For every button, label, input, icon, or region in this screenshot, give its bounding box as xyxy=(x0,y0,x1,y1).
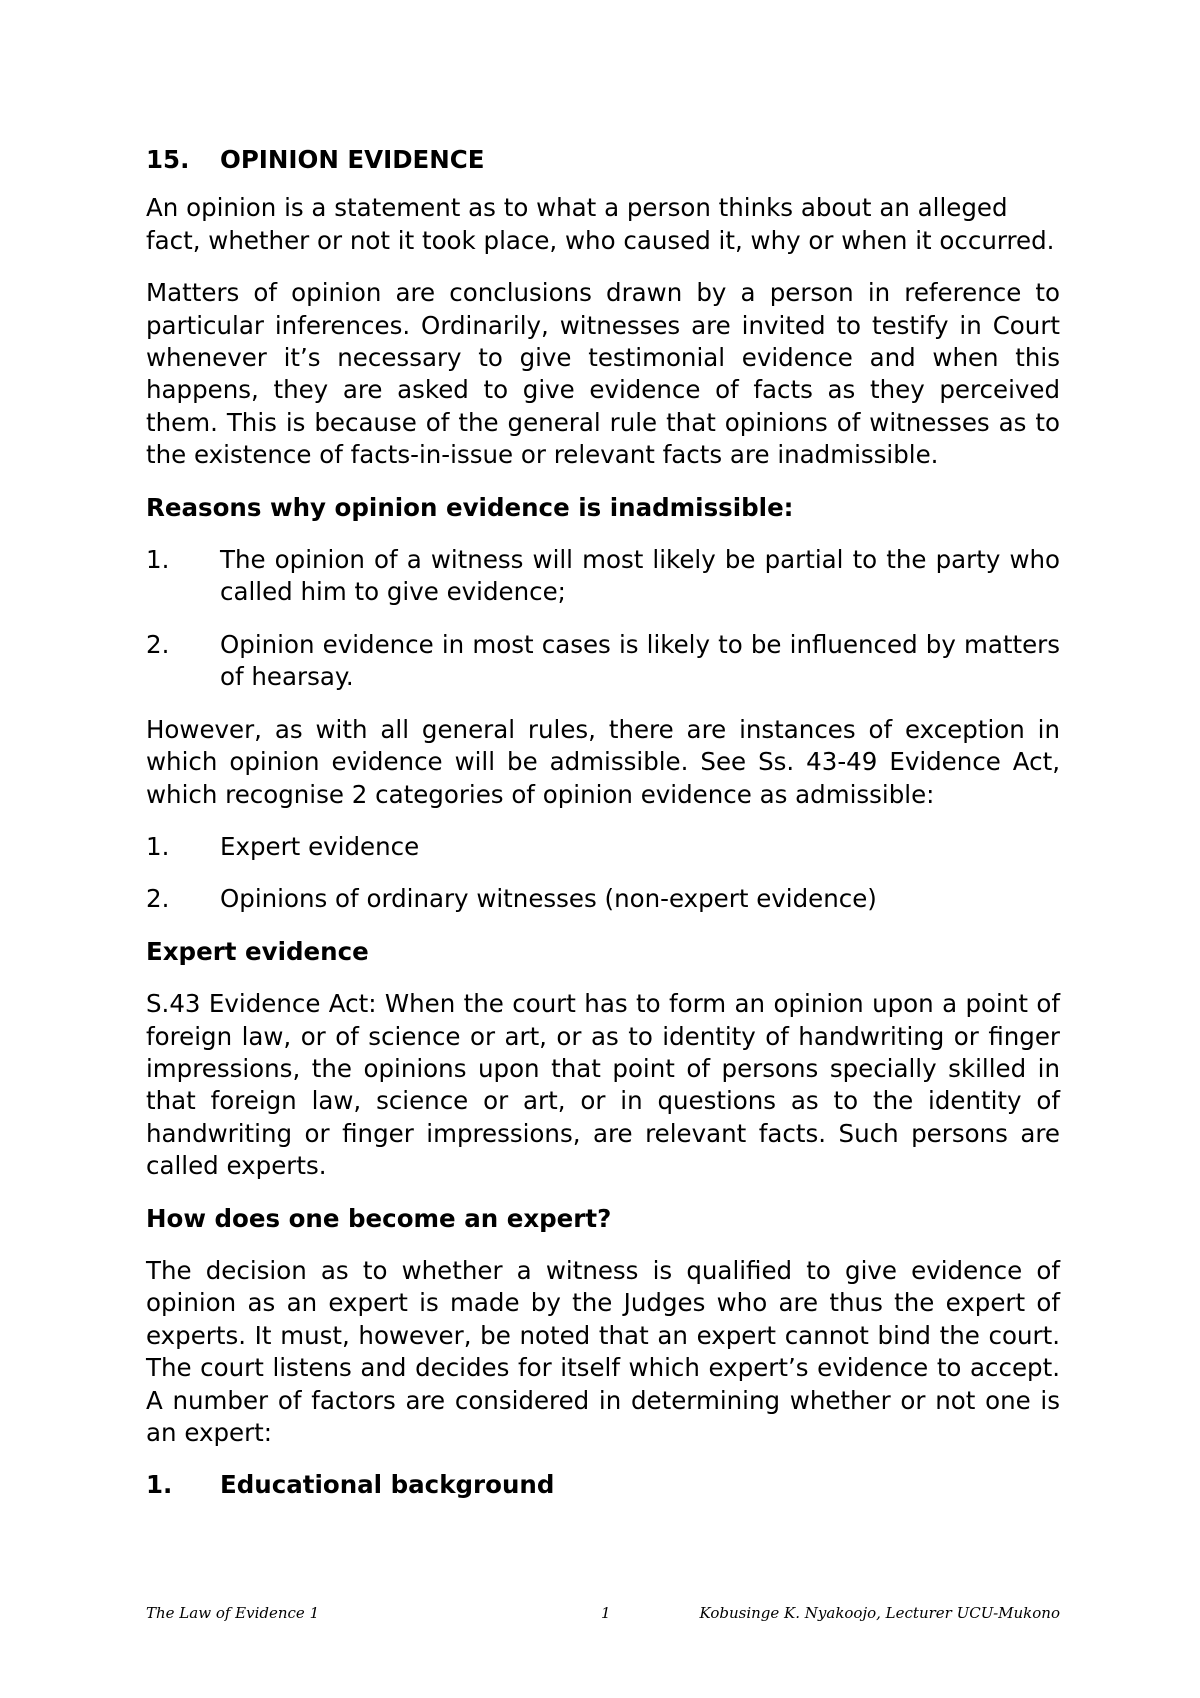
list-item-number: 1. xyxy=(146,831,170,861)
list-item-number: 1. xyxy=(146,1470,173,1500)
subheading-expert-evidence: Expert evidence xyxy=(146,936,369,966)
paragraph-decision: The decision as to whether a witness is qualified to give evidence of opinion as an expert is made by the Judges who are thus the expert of experts. It must, however, be noted that an expert cannot bind the court. The court listens and decides for itself which expert’s evidence to accept. A number of factors are considered in determining whether or not one is an expert: xyxy=(146,1255,1060,1447)
list-item-text: Expert evidence xyxy=(220,831,420,861)
section-title: OPINION EVIDENCE xyxy=(220,145,485,174)
paragraph-s43: S.43 Evidence Act: When the court has to form an opinion upon a point of foreign law, or of science or art, or as to identity of handwriting or finger impressions, the opinions upon that point of persons specially skilled in that foreign law, science or art, or in questions as to the identity of handwriting or finger impressions, are relevant facts. Such persons are called experts. xyxy=(146,989,1060,1181)
document-body xyxy=(146,144,1060,1522)
list-item-number: 2. xyxy=(146,884,170,914)
list-item xyxy=(146,831,1060,863)
footer-course-title: The Law of Evidence 1 xyxy=(146,1604,320,1622)
paragraph-definition: An opinion is a statement as to what a person thinks about an alleged fact, whether or not it took place, who caused it, why or when it occurred. xyxy=(146,193,1055,255)
section-heading xyxy=(146,144,1060,176)
paragraph-matters-of-opinion: Matters of opinion are conclusions drawn by a person in reference to particular inferences. Ordinarily, witnesses are invited to testify in Court whenever it’s necessary to give testimonial evidence and when this happens, they are asked to give evidence of facts as they perceived them. This is because of the general rule that opinions of witnesses as to the existence of facts-in-issue or relevant facts are inadmissible. xyxy=(146,278,1060,470)
footer-page-number: 1 xyxy=(601,1604,611,1622)
subheading-reasons: Reasons why opinion evidence is inadmissible: xyxy=(146,492,794,522)
list-item-text: Opinions of ordinary witnesses (non-expert evidence) xyxy=(220,884,877,914)
list-item xyxy=(146,629,1060,694)
paragraph-exceptions: However, as with all general rules, there are instances of exception in which opinion evidence will be admissible. See Ss. 43-49 Evidence Act, which recognise 2 categories of opinion evidence as admissible: xyxy=(146,714,1060,809)
list-item-text: Educational background xyxy=(220,1470,555,1500)
section-number: 15. xyxy=(146,145,190,174)
subheading-become-expert: How does one become an expert? xyxy=(146,1203,612,1233)
list-item-text: Opinion evidence in most cases is likely to be influenced by matters of hearsay. xyxy=(220,629,1060,692)
list-item xyxy=(146,883,1060,915)
footer-author: Kobusinge K. Nyakoojo, Lecturer UCU-Mukono xyxy=(699,1604,1060,1622)
list-item xyxy=(146,544,1060,609)
list-item-number: 2. xyxy=(146,629,170,659)
list-item xyxy=(146,1469,1060,1501)
list-item-text: The opinion of a witness will most likely be partial to the party who called him to give evidence; xyxy=(220,545,1060,607)
list-item-number: 1. xyxy=(146,545,170,575)
page-footer xyxy=(146,1604,1060,1626)
